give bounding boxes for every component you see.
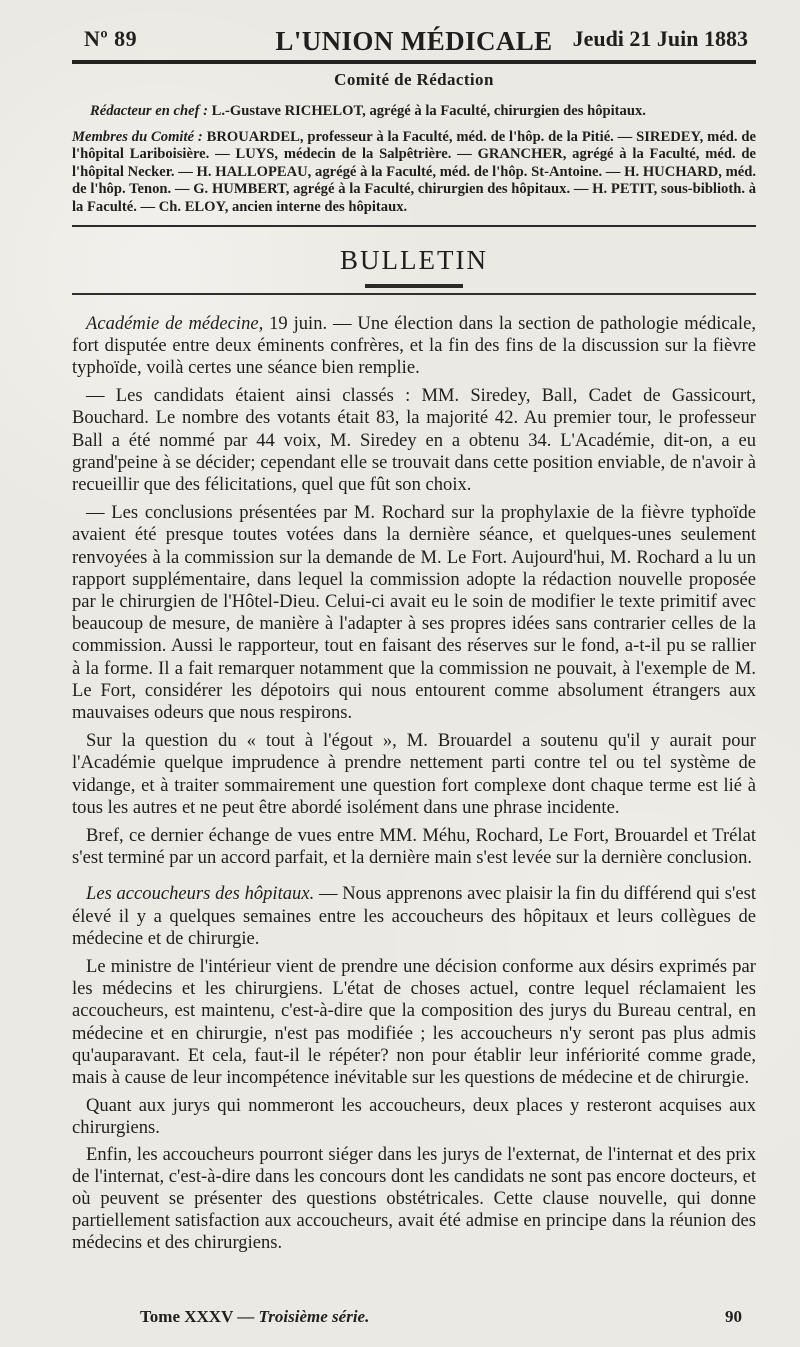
bulletin-underline — [365, 284, 463, 288]
article-paragraph: — Les conclusions présentées par M. Rochard sur la prophylaxie de la fièvre typhoïde avaient été presque toutes votées dans la dernière séance, et quelques-unes seulement renvoyées à la commission sur la demande de M. Le Fort. Aujourd'hui, M. Rochard a lu un rapport supplémentaire, dans lequel la commission adopte la rédaction nouvelle proposée par le chirurgien de l'Hôtel-Dieu. Celui-ci avait eu le soin de modifier le texte primitif avec beaucoup de mesure, de manière à l'adapter à ses propres idées sans contrarier celles de la commission. Aussi le rapporteur, tout en faisant des réserves sur le fond, a-t-il pu se rallier à la forme. Il a fait remarquer notamment que la commission ne pouvait, à l'exemple de M. Le Fort, considérer les dépotoirs qui nous entourent comme absolument étrangers aux mauvaises odeurs que nous respirons. — [72, 502, 756, 724]
article-paragraph: Bref, ce dernier échange de vues entre MM. Méhu, Rochard, Le Fort, Brouardel et Trélat s'est terminé par un accord parfait, et la dernière main s'est levée sur la dernière conclusion. — [72, 825, 756, 869]
bulletin-section-header — [72, 227, 756, 295]
article-paragraph: Quant aux jurys qui nommeront les accoucheurs, deux places y resteront acquises aux chirurgiens. — [72, 1095, 756, 1139]
article-body — [72, 313, 756, 1255]
members-text: BROUARDEL, professeur à la Faculté, méd. de l'hôp. de la Pitié. — SIREDEY, méd. de l'hôpital Lariboisière. — LUYS, médecin de la Salpêtrière. — GRANCHER, agrégé à la Faculté, méd. de l'hôpital Necker. — H. HALLOPEAU, agrégé à la Faculté, méd. de l'hôp. St-Antoine. — H. HUCHARD, méd. de l'hôp. Tenon. — G. HUMBERT, agrégé à la Faculté, chirurgien des hôpitaux. — H. PETIT, sous-biblioth. à la Faculté. — Ch. ELOY, ancien interne des hôpitaux. — [72, 128, 756, 215]
hospital-obstetricians-lead: Les accoucheurs des hôpitaux. — [86, 883, 315, 905]
journal-header — [72, 18, 756, 64]
article-paragraph: Enfin, les accoucheurs pourront siéger dans les jurys de l'externat, de l'internat et des prix de l'internat, c'est-à-dire dans les concours dont les candidats ne sont pas encore docteurs, et où peuvent se présenter des questions obstétricales. Cette clause nouvelle, qui donne partiellement satisfaction aux accoucheurs, avait été admise en principe dans la réunion des médecins et des chirurgiens. — [72, 1143, 756, 1254]
series-label: Troisième série. — [258, 1307, 370, 1326]
issue-date: Jeudi 21 Juin 1883 — [572, 26, 748, 51]
editorial-committee — [72, 70, 756, 227]
members-line — [72, 129, 756, 217]
members-label: Membres du Comité : — [72, 128, 203, 145]
volume-series — [140, 1307, 369, 1327]
editor-text: L.-Gustave RICHELOT, agrégé à la Faculté, chirurgien des hôpitaux. — [211, 103, 646, 119]
page-footer — [140, 1307, 742, 1329]
editor-label: Rédacteur en chef : — [90, 103, 208, 119]
academy-text: 19 juin. — Une élection dans la section de pathologie médicale, fort disputée entre deux éminents confrères, et la fin des fins de la discussion sur la fièvre typhoïde, voilà certes une séance bien remplie. — [72, 312, 756, 378]
issue-number: Nº 89 — [84, 26, 138, 51]
page-number: 90 — [725, 1307, 742, 1326]
hospital-obstetricians-text: — Nous apprenons avec plaisir la fin du différend qui s'est élevé il y a quelques semaines entre les accoucheurs des hôpitaux et leurs collègues de médecine et de chirurgie. — [72, 883, 756, 949]
article-paragraph — [72, 313, 756, 380]
journal-title: L'UNION MÉDICALE — [275, 26, 553, 56]
article-paragraph: Le ministre de l'intérieur vient de prendre une décision conforme aux désirs exprimés par les médecins et les chirurgiens. L'état de choses actuel, contre lequel réclamaient les accoucheurs, est maintenu, c'est-à-dire que la composition des jurys du Bureau central, en médecine et en chirurgie, n'est pas modifiée ; les accoucheurs n'y seront pas plus admis qu'auparavant. Et cela, faut-il le répéter? non pour établir leur infériorité comme grade, mais à cause de leur incompétence inévitable sur les questions de médecine et de chirurgie. — [72, 956, 756, 1089]
article-paragraph: — Les candidats étaient ainsi classés : MM. Siredey, Ball, Cadet de Gassicourt, Bouchard. Le nombre des votants était 83, la majorité 42. Au premier tour, le professeur Ball a été nommé par 44 voix, M. Siredey en a obtenu 34. L'Académie, dit-on, a eu grand'peine à se décider; cependant elle se trouvait dans cette position enviable, de n'avoir à recueillir que des félicitations, quel que fût son choix. — [72, 385, 756, 495]
article-paragraph: Sur la question du « tout à l'égout », M. Brouardel a soutenu qu'il y aurait pour l'Académie quelque imprudence à prendre nettement parti contre tel ou tel système de vidange, et à traiter sommairement une question fort complexe dont chaque terme est lié à tous les autres et ne peut être abordé isolément dans une phrase incidente. — [72, 730, 756, 818]
volume-label: Tome XXXV — — [140, 1307, 259, 1326]
article-paragraph — [72, 883, 756, 950]
bulletin-title: BULLETIN — [340, 244, 488, 275]
editor-line — [72, 103, 756, 121]
committee-heading: Comité de Rédaction — [334, 70, 494, 89]
academy-lead: Académie de médecine, — [86, 312, 264, 334]
